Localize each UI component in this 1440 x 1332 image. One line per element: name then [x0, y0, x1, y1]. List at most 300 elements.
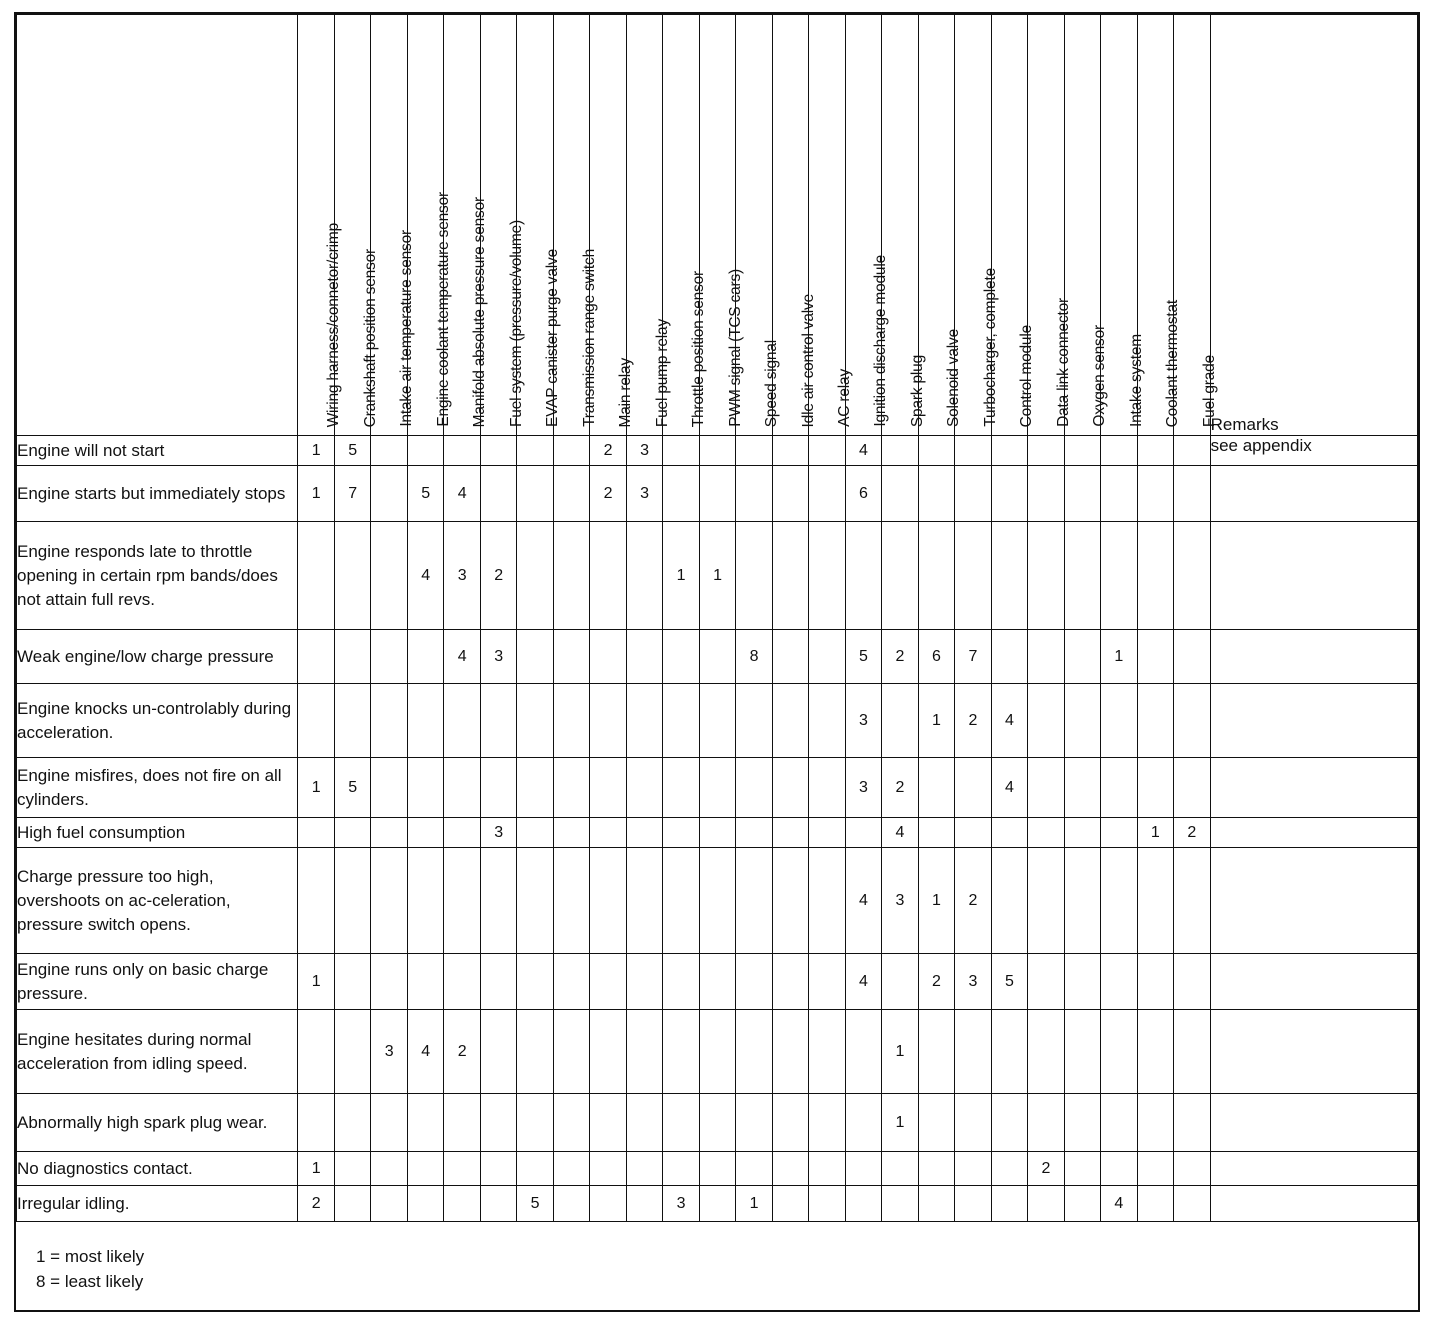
- likelihood-cell: [517, 758, 553, 818]
- likelihood-cell: [334, 1094, 370, 1152]
- likelihood-cell: 1: [882, 1010, 918, 1094]
- column-header-label: Solenoid valve: [945, 328, 963, 427]
- likelihood-cell: 3: [444, 522, 480, 630]
- column-header-label: EVAP canister purge valve: [544, 249, 562, 427]
- likelihood-cell: [407, 436, 443, 466]
- likelihood-cell: [1064, 436, 1100, 466]
- likelihood-cell: [918, 1094, 954, 1152]
- likelihood-cell: [517, 522, 553, 630]
- likelihood-cell: 1: [882, 1094, 918, 1152]
- remark-cell: [1210, 1010, 1417, 1094]
- likelihood-cell: [1028, 954, 1064, 1010]
- likelihood-cell: [991, 1152, 1027, 1186]
- symptom-cell: Abnormally high spark plug wear.: [17, 1094, 298, 1152]
- likelihood-cell: 2: [882, 758, 918, 818]
- likelihood-cell: [736, 684, 772, 758]
- likelihood-cell: [590, 758, 626, 818]
- column-header-label: Oxygen sensor: [1091, 325, 1109, 427]
- symptom-cell: High fuel consumption: [17, 818, 298, 848]
- table-row: [17, 758, 1418, 818]
- likelihood-cell: [444, 848, 480, 954]
- column-header: [699, 15, 744, 436]
- column-header: [371, 15, 416, 436]
- likelihood-cell: [1028, 1094, 1064, 1152]
- likelihood-cell: [407, 1094, 443, 1152]
- likelihood-cell: [298, 1094, 334, 1152]
- column-header: [955, 15, 999, 436]
- column-header-label: Data link connector: [1054, 298, 1072, 427]
- likelihood-cell: [334, 630, 370, 684]
- likelihood-cell: [1028, 848, 1064, 954]
- likelihood-cell: [371, 954, 407, 1010]
- likelihood-cell: 1: [298, 1152, 334, 1186]
- likelihood-cell: [626, 1094, 662, 1152]
- likelihood-cell: [1174, 758, 1210, 818]
- likelihood-cell: 2: [444, 1010, 480, 1094]
- likelihood-cell: [918, 1010, 954, 1094]
- likelihood-cell: [991, 436, 1027, 466]
- likelihood-cell: [991, 630, 1027, 684]
- likelihood-cell: [882, 466, 918, 522]
- likelihood-cell: [1064, 630, 1100, 684]
- likelihood-cell: [1064, 684, 1100, 758]
- likelihood-cell: [955, 1186, 991, 1222]
- likelihood-cell: [517, 954, 553, 1010]
- likelihood-cell: [663, 848, 699, 954]
- column-header-label: Main relay: [617, 357, 635, 427]
- likelihood-cell: [444, 1186, 480, 1222]
- likelihood-cell: [1137, 466, 1173, 522]
- likelihood-cell: [882, 954, 918, 1010]
- column-header: [991, 15, 1036, 436]
- likelihood-cell: [955, 466, 991, 522]
- likelihood-cell: [991, 848, 1027, 954]
- likelihood-cell: [736, 1094, 772, 1152]
- likelihood-cell: [1174, 684, 1210, 758]
- likelihood-cell: [955, 1152, 991, 1186]
- column-header-label: Fuel grade: [1200, 354, 1218, 427]
- likelihood-cell: [809, 954, 845, 1010]
- likelihood-cell: [480, 954, 516, 1010]
- likelihood-cell: [1064, 848, 1100, 954]
- likelihood-cell: 1: [298, 436, 334, 466]
- likelihood-cell: [1064, 522, 1100, 630]
- likelihood-cell: [298, 684, 334, 758]
- likelihood-cell: [334, 954, 370, 1010]
- column-header: [918, 15, 963, 436]
- likelihood-cell: [736, 436, 772, 466]
- likelihood-cell: [480, 466, 516, 522]
- likelihood-cell: [553, 1186, 589, 1222]
- likelihood-cell: [809, 436, 845, 466]
- matrix-body: [17, 436, 1418, 1222]
- likelihood-cell: 2: [882, 630, 918, 684]
- column-header: [882, 15, 926, 436]
- likelihood-cell: [1028, 818, 1064, 848]
- likelihood-cell: [371, 1094, 407, 1152]
- remark-cell: see appendix: [1210, 436, 1417, 466]
- likelihood-cell: [663, 1152, 699, 1186]
- table-row: [17, 818, 1418, 848]
- likelihood-cell: [517, 818, 553, 848]
- likelihood-cell: [517, 848, 553, 954]
- likelihood-cell: [1064, 1010, 1100, 1094]
- likelihood-cell: [845, 818, 881, 848]
- likelihood-cell: [882, 436, 918, 466]
- diagnosis-matrix: [16, 14, 1418, 1222]
- likelihood-cell: [772, 1010, 808, 1094]
- likelihood-cell: [407, 1152, 443, 1186]
- likelihood-cell: [1028, 630, 1064, 684]
- likelihood-cell: [955, 818, 991, 848]
- likelihood-cell: [590, 818, 626, 848]
- likelihood-cell: [1174, 1186, 1210, 1222]
- likelihood-cell: 4: [991, 758, 1027, 818]
- likelihood-cell: [480, 436, 516, 466]
- likelihood-cell: [663, 466, 699, 522]
- likelihood-cell: [1137, 1094, 1173, 1152]
- likelihood-cell: [371, 1186, 407, 1222]
- column-header: [809, 15, 853, 436]
- column-header: [845, 15, 890, 436]
- likelihood-cell: [626, 818, 662, 848]
- likelihood-cell: [480, 1186, 516, 1222]
- likelihood-cell: [553, 684, 589, 758]
- likelihood-cell: [1174, 630, 1210, 684]
- likelihood-cell: [1137, 522, 1173, 630]
- likelihood-cell: [736, 1152, 772, 1186]
- table-row: [17, 1094, 1418, 1152]
- likelihood-cell: [1064, 758, 1100, 818]
- likelihood-cell: [699, 1094, 735, 1152]
- likelihood-cell: 2: [918, 954, 954, 1010]
- likelihood-cell: 6: [918, 630, 954, 684]
- column-header-label: Fuel system (pressure/volume): [507, 220, 525, 427]
- likelihood-cell: [1101, 522, 1137, 630]
- column-header-label: Throttle position sensor: [690, 270, 708, 427]
- likelihood-cell: [918, 436, 954, 466]
- likelihood-cell: [626, 1010, 662, 1094]
- likelihood-cell: [955, 436, 991, 466]
- likelihood-cell: [918, 758, 954, 818]
- likelihood-cell: [444, 1094, 480, 1152]
- likelihood-cell: [1101, 1010, 1137, 1094]
- likelihood-cell: [1028, 684, 1064, 758]
- likelihood-cell: [809, 848, 845, 954]
- likelihood-cell: [480, 1094, 516, 1152]
- likelihood-cell: [1137, 630, 1173, 684]
- likelihood-cell: [371, 848, 407, 954]
- likelihood-cell: [1028, 758, 1064, 818]
- likelihood-cell: 1: [663, 522, 699, 630]
- column-header: [626, 15, 671, 436]
- likelihood-cell: [882, 522, 918, 630]
- column-header: [1064, 15, 1109, 436]
- symptom-cell: Weak engine/low charge pressure: [17, 630, 298, 684]
- likelihood-cell: 4: [991, 684, 1027, 758]
- likelihood-cell: 1: [736, 1186, 772, 1222]
- likelihood-cell: [444, 436, 480, 466]
- likelihood-cell: 1: [699, 522, 735, 630]
- likelihood-cell: 4: [1101, 1186, 1137, 1222]
- likelihood-cell: [736, 758, 772, 818]
- column-header-label: Control module: [1018, 324, 1036, 427]
- likelihood-cell: [517, 1094, 553, 1152]
- likelihood-cell: [1137, 1010, 1173, 1094]
- likelihood-cell: [626, 1152, 662, 1186]
- likelihood-cell: [334, 684, 370, 758]
- column-header: [298, 15, 343, 436]
- likelihood-cell: [371, 466, 407, 522]
- corner-cell: [17, 15, 298, 436]
- likelihood-cell: [480, 684, 516, 758]
- likelihood-cell: [809, 758, 845, 818]
- column-header: [407, 15, 452, 436]
- likelihood-cell: [626, 1186, 662, 1222]
- likelihood-cell: 3: [480, 818, 516, 848]
- likelihood-cell: [772, 684, 808, 758]
- likelihood-cell: [809, 1010, 845, 1094]
- likelihood-cell: [371, 630, 407, 684]
- likelihood-cell: [334, 818, 370, 848]
- likelihood-cell: [517, 436, 553, 466]
- likelihood-cell: [1101, 758, 1137, 818]
- likelihood-cell: [772, 818, 808, 848]
- column-header: [444, 15, 489, 436]
- likelihood-cell: 1: [1101, 630, 1137, 684]
- likelihood-cell: [1064, 1152, 1100, 1186]
- likelihood-cell: [1137, 1186, 1173, 1222]
- likelihood-cell: [407, 1186, 443, 1222]
- likelihood-cell: [809, 818, 845, 848]
- likelihood-cell: [1137, 1152, 1173, 1186]
- likelihood-cell: [371, 436, 407, 466]
- likelihood-cell: [480, 848, 516, 954]
- likelihood-cell: 3: [626, 436, 662, 466]
- likelihood-cell: 3: [371, 1010, 407, 1094]
- remarks-header: Remarks: [1210, 15, 1417, 436]
- likelihood-cell: [553, 466, 589, 522]
- likelihood-cell: [590, 1152, 626, 1186]
- likelihood-cell: [991, 1010, 1027, 1094]
- likelihood-cell: 5: [991, 954, 1027, 1010]
- likelihood-cell: 2: [955, 684, 991, 758]
- likelihood-cell: 2: [298, 1186, 334, 1222]
- likelihood-cell: [736, 522, 772, 630]
- legend-line-2: 8 = least likely: [36, 1272, 144, 1291]
- likelihood-cell: [553, 1010, 589, 1094]
- likelihood-cell: [626, 758, 662, 818]
- column-header-label: Crankshaft position sensor: [361, 248, 379, 427]
- likelihood-cell: 2: [955, 848, 991, 954]
- remark-cell: [1210, 818, 1417, 848]
- likelihood-cell: [1101, 684, 1137, 758]
- likelihood-cell: [809, 1094, 845, 1152]
- likelihood-cell: [699, 1010, 735, 1094]
- likelihood-cell: [772, 1152, 808, 1186]
- likelihood-cell: [626, 954, 662, 1010]
- likelihood-cell: [1064, 466, 1100, 522]
- likelihood-cell: [371, 1152, 407, 1186]
- likelihood-cell: [772, 954, 808, 1010]
- likelihood-cell: [1101, 954, 1137, 1010]
- likelihood-cell: [334, 1010, 370, 1094]
- likelihood-cell: [298, 848, 334, 954]
- likelihood-cell: 2: [590, 436, 626, 466]
- likelihood-cell: [517, 466, 553, 522]
- likelihood-cell: [407, 684, 443, 758]
- likelihood-cell: [1174, 1094, 1210, 1152]
- likelihood-cell: [809, 1186, 845, 1222]
- likelihood-cell: [918, 818, 954, 848]
- likelihood-cell: [517, 1152, 553, 1186]
- likelihood-cell: [772, 522, 808, 630]
- table-row: [17, 630, 1418, 684]
- likelihood-cell: [553, 954, 589, 1010]
- likelihood-cell: [699, 818, 735, 848]
- column-header: [1028, 15, 1072, 436]
- likelihood-cell: [553, 758, 589, 818]
- column-header: [517, 15, 562, 436]
- likelihood-cell: [334, 522, 370, 630]
- likelihood-cell: 3: [480, 630, 516, 684]
- likelihood-cell: [553, 848, 589, 954]
- likelihood-cell: 4: [845, 436, 881, 466]
- remark-cell: [1210, 522, 1417, 630]
- likelihood-cell: 4: [444, 466, 480, 522]
- likelihood-cell: [444, 954, 480, 1010]
- likelihood-cell: [371, 684, 407, 758]
- likelihood-cell: [663, 684, 699, 758]
- likelihood-cell: [480, 758, 516, 818]
- likelihood-cell: 8: [736, 630, 772, 684]
- table-row: [17, 1152, 1418, 1186]
- likelihood-cell: 4: [845, 954, 881, 1010]
- likelihood-cell: [809, 630, 845, 684]
- likelihood-cell: [1174, 954, 1210, 1010]
- likelihood-cell: [1028, 436, 1064, 466]
- likelihood-cell: 4: [444, 630, 480, 684]
- likelihood-cell: 5: [334, 436, 370, 466]
- likelihood-cell: [663, 436, 699, 466]
- likelihood-cell: [991, 1094, 1027, 1152]
- diagnosis-matrix-sheet: [14, 12, 1420, 1312]
- likelihood-cell: [1137, 848, 1173, 954]
- likelihood-cell: [736, 1010, 772, 1094]
- likelihood-cell: [298, 1010, 334, 1094]
- likelihood-cell: 5: [845, 630, 881, 684]
- column-header-label: Transmission range switch: [580, 249, 598, 427]
- likelihood-cell: [590, 1186, 626, 1222]
- likelihood-cell: 3: [663, 1186, 699, 1222]
- likelihood-cell: [1101, 818, 1137, 848]
- likelihood-cell: [480, 1010, 516, 1094]
- likelihood-cell: [407, 818, 443, 848]
- likelihood-cell: [553, 630, 589, 684]
- column-header: [663, 15, 708, 436]
- likelihood-cell: [1174, 1152, 1210, 1186]
- likelihood-cell: 1: [918, 684, 954, 758]
- column-header-label: Ignition discharge module: [872, 255, 890, 427]
- likelihood-cell: [626, 684, 662, 758]
- likelihood-cell: [845, 1010, 881, 1094]
- likelihood-cell: [663, 818, 699, 848]
- likelihood-cell: 2: [480, 522, 516, 630]
- remark-cell: [1210, 684, 1417, 758]
- likelihood-cell: [772, 1186, 808, 1222]
- likelihood-cell: [590, 848, 626, 954]
- likelihood-cell: [1028, 1010, 1064, 1094]
- likelihood-cell: [1174, 522, 1210, 630]
- column-header: [590, 15, 635, 436]
- likelihood-cell: [553, 522, 589, 630]
- likelihood-cell: [918, 1186, 954, 1222]
- likelihood-cell: [955, 1094, 991, 1152]
- likelihood-cell: [809, 466, 845, 522]
- column-header: [736, 15, 781, 436]
- likelihood-cell: [1174, 436, 1210, 466]
- likelihood-cell: [955, 758, 991, 818]
- likelihood-cell: 1: [298, 758, 334, 818]
- remark-cell: [1210, 848, 1417, 954]
- column-header: [480, 15, 525, 436]
- likelihood-cell: [1174, 848, 1210, 954]
- likelihood-cell: [699, 630, 735, 684]
- column-header-label: Wiring harness/connetor/crimp: [325, 222, 343, 427]
- column-header-label: PWM signal (TCS cars): [726, 269, 744, 427]
- likelihood-cell: 5: [517, 1186, 553, 1222]
- likelihood-cell: [334, 1152, 370, 1186]
- symptom-cell: Engine misfires, does not fire on all cylinders.: [17, 758, 298, 818]
- column-header-label: Speed signal: [763, 339, 781, 427]
- likelihood-cell: 7: [334, 466, 370, 522]
- likelihood-cell: [882, 1186, 918, 1222]
- symptom-cell: Engine will not start: [17, 436, 298, 466]
- likelihood-cell: [1137, 954, 1173, 1010]
- symptom-cell: Engine runs only on basic charge pressure.: [17, 954, 298, 1010]
- likelihood-cell: 4: [407, 522, 443, 630]
- likelihood-cell: [1174, 1010, 1210, 1094]
- likelihood-cell: 1: [918, 848, 954, 954]
- likelihood-cell: [371, 522, 407, 630]
- likelihood-cell: [772, 848, 808, 954]
- column-header-label: Idle air control valve: [799, 293, 817, 427]
- likelihood-cell: [845, 522, 881, 630]
- likelihood-cell: 3: [955, 954, 991, 1010]
- likelihood-cell: 5: [334, 758, 370, 818]
- likelihood-cell: [699, 466, 735, 522]
- table-row: [17, 1010, 1418, 1094]
- likelihood-cell: [1028, 466, 1064, 522]
- likelihood-cell: [590, 684, 626, 758]
- table-row: [17, 466, 1418, 522]
- likelihood-cell: [517, 684, 553, 758]
- likelihood-cell: [809, 522, 845, 630]
- likelihood-cell: [1064, 954, 1100, 1010]
- likelihood-cell: [699, 954, 735, 1010]
- column-header-label: Engine coolant temperature sensor: [434, 192, 452, 427]
- likelihood-cell: 2: [590, 466, 626, 522]
- column-header: [1137, 15, 1182, 436]
- likelihood-cell: [1064, 818, 1100, 848]
- likelihood-cell: 2: [1028, 1152, 1064, 1186]
- column-header: [772, 15, 817, 436]
- likelihood-cell: [663, 1094, 699, 1152]
- likelihood-cell: [663, 954, 699, 1010]
- likelihood-cell: [736, 954, 772, 1010]
- likelihood-cell: [882, 1152, 918, 1186]
- likelihood-cell: 3: [882, 848, 918, 954]
